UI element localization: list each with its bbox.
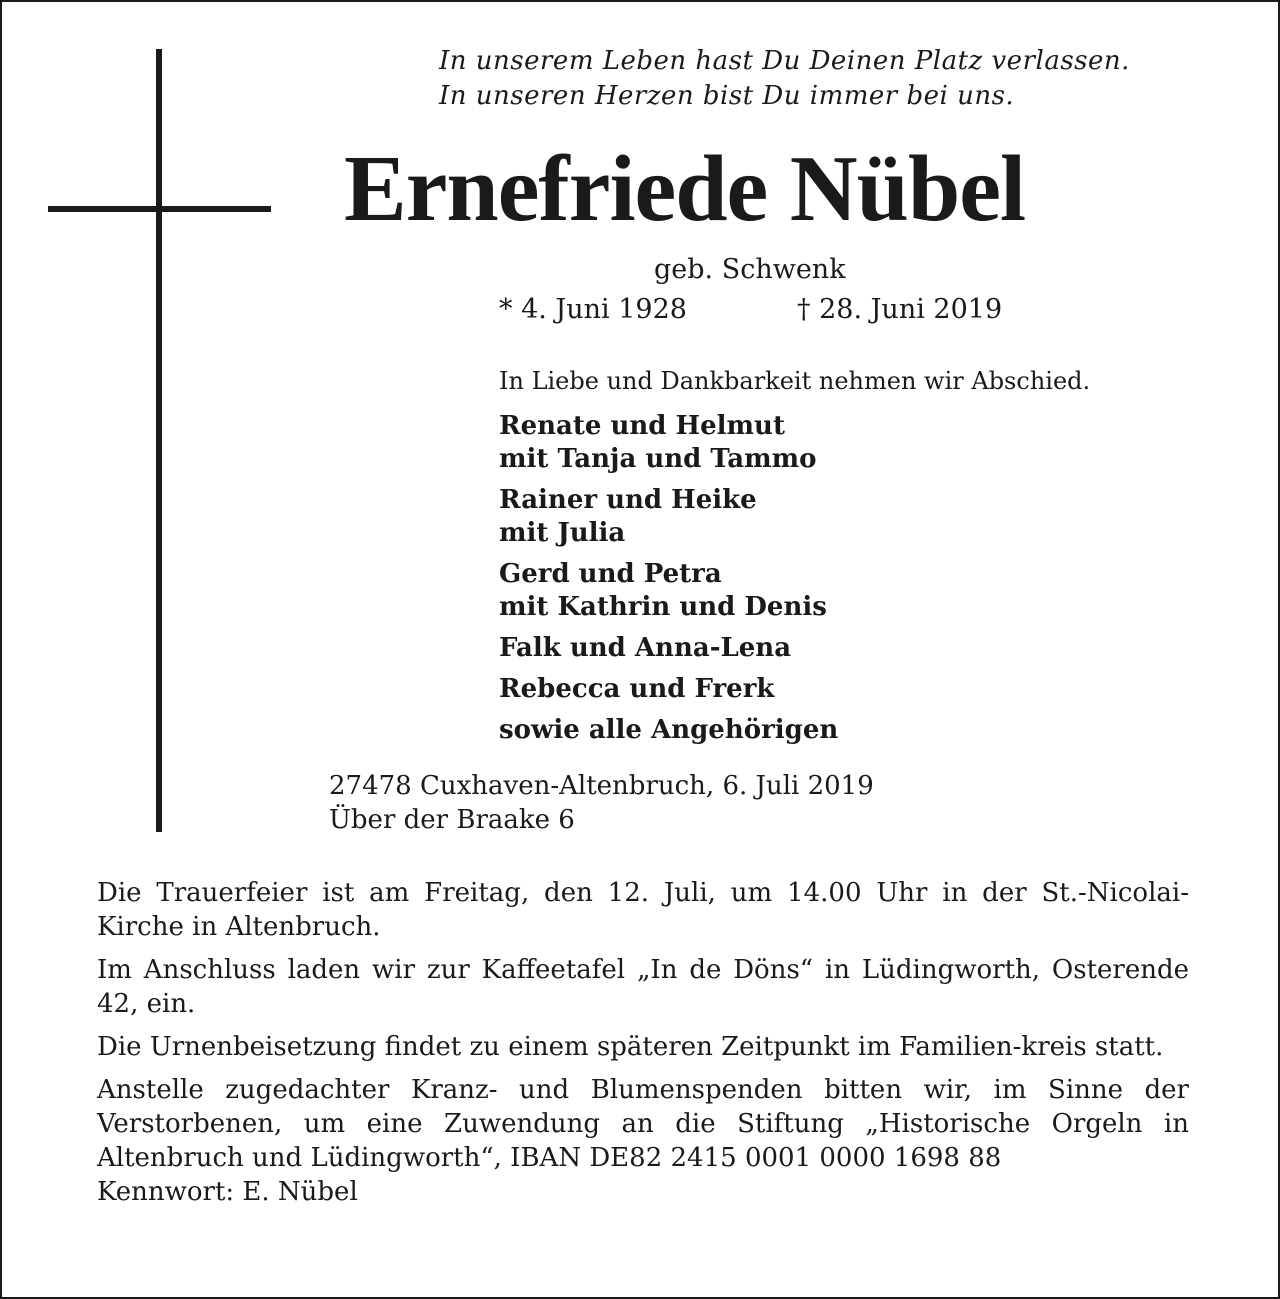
- family-line: Rainer und Heike: [499, 485, 757, 515]
- ceremony-info: [97, 876, 1189, 1209]
- family-group: [499, 410, 838, 476]
- birth-date: * 4. Juni 1928: [499, 294, 687, 325]
- family-line: Gerd und Petra: [499, 559, 722, 589]
- family-group: [499, 558, 838, 624]
- family-line: Rebecca und Frerk: [499, 674, 775, 704]
- info-paragraph: Anstelle zugedachter Kranz- und Blumenspenden bitten wir, im Sinne der Verstorbenen, um eine Zuwendung an die Stiftung „Historische Orgeln in Altenbruch und Lüdingworth“, IBAN DE82 2415 0001 0000 1698 88: [97, 1075, 1189, 1173]
- address-line: 27478 Cuxhaven-Altenbruch, 6. Juli 2019: [329, 771, 874, 801]
- family-line: mit Kathrin und Denis: [499, 592, 827, 622]
- address: [329, 769, 874, 837]
- family-line: Renate und Helmut: [499, 411, 785, 441]
- info-paragraph: Im Anschluss laden wir zur Kaffeetafel „In de Döns“ in Lüdingworth, Osterende 42, ein.: [97, 955, 1189, 1019]
- motto-line: In unserem Leben hast Du Deinen Platz verlassen.: [439, 46, 1130, 76]
- info-paragraph: Die Urnenbeisetzung findet zu einem späteren Zeitpunkt im Familien-kreis statt.: [97, 1032, 1164, 1062]
- cross-icon: [156, 49, 162, 832]
- family-group: [499, 632, 838, 665]
- cross-icon-bar: [48, 206, 271, 212]
- family-line: Falk und Anna-Lena: [499, 633, 792, 663]
- info-paragraph: Kennwort: E. Nübel: [97, 1177, 358, 1207]
- motto: [439, 44, 1229, 114]
- farewell-text: In Liebe und Dankbarkeit nehmen wir Abschied.: [499, 367, 1091, 395]
- motto-line: In unseren Herzen bist Du immer bei uns.: [439, 81, 1015, 111]
- family-group: [499, 714, 838, 747]
- family-line: mit Tanja und Tammo: [499, 444, 817, 474]
- death-date: † 28. Juni 2019: [797, 294, 1003, 325]
- family-list: [499, 410, 838, 755]
- family-group: [499, 673, 838, 706]
- family-line: sowie alle Angehörigen: [499, 715, 839, 745]
- deceased-name: Ernefriede Nübel: [344, 137, 1026, 241]
- birth-name: geb. Schwenk: [654, 254, 846, 285]
- family-group: [499, 484, 838, 550]
- address-line: Über der Braake 6: [329, 805, 575, 835]
- family-line: mit Julia: [499, 518, 626, 548]
- info-paragraph: Die Trauerfeier ist am Freitag, den 12. Juli, um 14.00 Uhr in der St.-Nicolai-Kirche in Altenbruch.: [97, 878, 1189, 942]
